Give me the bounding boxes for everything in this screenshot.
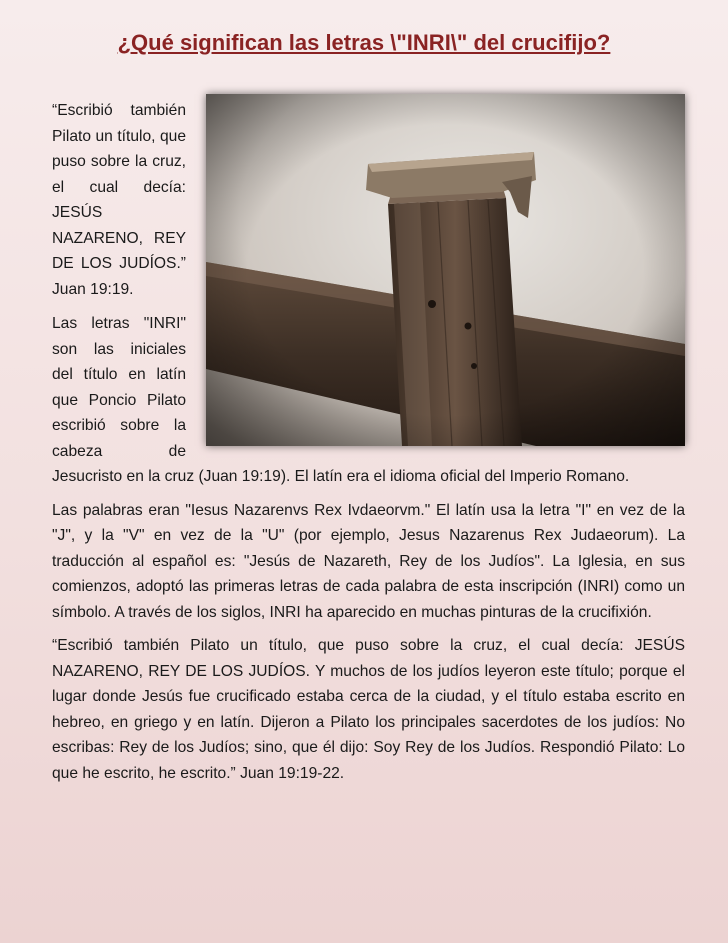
page-title: ¿Qué significan las letras \"INRI\" del crucifijo? xyxy=(117,30,611,55)
article-body xyxy=(52,98,685,794)
wooden-cross-photo xyxy=(206,94,685,446)
cross-image-icon xyxy=(206,94,685,446)
paragraph-latin-words: Las palabras eran "Iesus Nazarenvs Rex Ivdaeorvm." El latín usa la letra "I" en vez de la "J", y la "V" en vez de la "U" (por ejemplo, Jesus Nazarenus Rex Judaeorum). La traducción al español es: "Jesús de Nazareth, Rey de los Judíos". La Iglesia, en sus comienzos, adoptó las primeras letras de cada palabra de esta inscripción (INRI) como un símbolo. A través de los siglos, INRI ha aparecido en muchas pinturas de la crucifixión. xyxy=(52,501,685,621)
paragraph-quote: “Escribió también Pilato un título, que puso sobre la cruz, el cual decía: JESÚS NAZARENO, REY DE LOS JUDÍOS.” Juan 19:19. xyxy=(52,102,186,298)
paragraph-john-quote: “Escribió también Pilato un título, que puso sobre la cruz, el cual decía: JESÚS NAZARENO, REY DE LOS JUDÍOS. Y muchos de los judíos leyeron este título; porque el lugar donde Jesús fue crucificado estaba cerca de la ciudad, y el título estaba escrito en hebreo, en griego y en latín. Dijeron a Pilato los principales sacerdotes de los judíos: No escribas: Rey de los Judíos; sino, que él dijo: Soy Rey de los Judíos. Respondió Pilato: Lo que he escrito, he escrito.” Juan 19:19-22. xyxy=(52,637,685,782)
paragraph-inri-intro: Las letras "INRI" son las iniciales del título en latín que Poncio Pilato escribió sobre la cabeza de Jesucristo en la cruz (Juan 19:19). El latín era el idioma oficial del Imperio Romano. xyxy=(52,315,630,485)
